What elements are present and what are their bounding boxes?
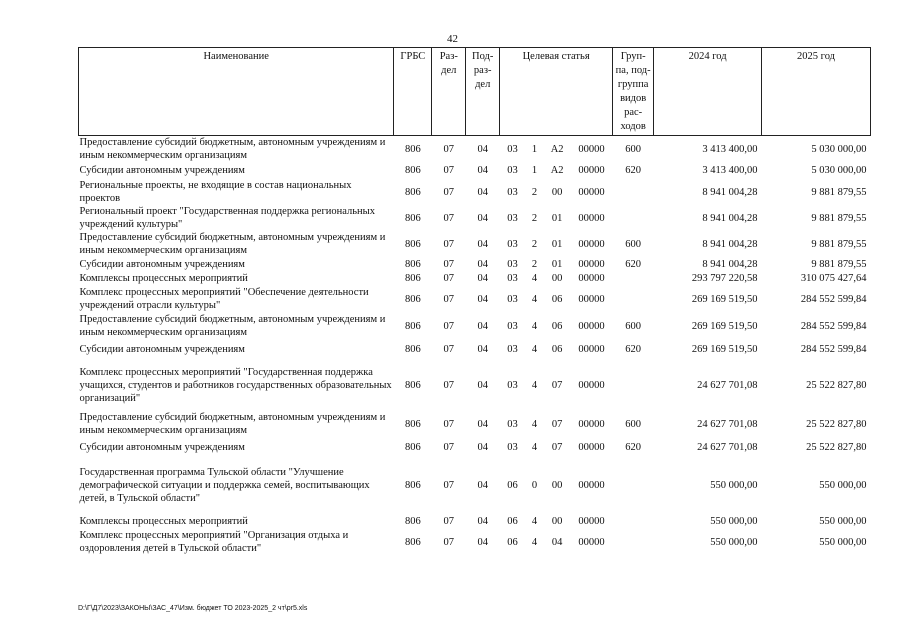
row-name: Предоставление субсидий бюджетным, автономным учреждениям и иным некоммерческим организациям (79, 232, 386, 256)
row-target-event: 01 (551, 212, 563, 224)
row-grbs: 806 (404, 212, 421, 224)
row-target-event: 00 (551, 479, 563, 491)
row-razdel: 07 (443, 418, 455, 430)
table-row (79, 359, 871, 411)
row-razdel: 07 (443, 515, 455, 527)
row-razdel: 07 (443, 143, 455, 155)
row-target-event: 06 (551, 343, 563, 355)
row-target-direction: 00000 (578, 479, 605, 491)
row-razdel: 07 (443, 165, 455, 176)
row-razdel: 07 (443, 320, 455, 332)
row-grbs: 806 (404, 343, 421, 355)
row-target-event: 07 (551, 418, 563, 430)
row-razdel: 07 (443, 379, 455, 391)
row-target-type: 4 (531, 515, 538, 527)
row-target-event: 00 (551, 515, 563, 527)
row-amount-2025: 550 000,00 (819, 515, 867, 527)
table-row (79, 411, 871, 437)
row-podrazdel: 04 (477, 418, 488, 430)
row-grbs: 806 (404, 441, 421, 453)
row-target-type: 4 (531, 293, 538, 305)
row-target-type: 2 (531, 238, 538, 250)
row-expense-group: 620 (625, 441, 642, 453)
table-row (79, 179, 871, 205)
row-razdel: 07 (443, 536, 455, 548)
row-razdel: 07 (443, 441, 455, 453)
row-target-type: 1 (531, 143, 538, 155)
row-amount-2024: 24 627 701,08 (697, 441, 758, 453)
row-grbs: 806 (404, 479, 421, 491)
row-target-program: 03 (507, 272, 518, 284)
row-name: Субсидии автономным учреждениям (79, 165, 245, 176)
row-amount-2024: 24 627 701,08 (697, 418, 758, 430)
row-target-event: 00 (551, 186, 563, 198)
row-podrazdel: 04 (477, 258, 488, 270)
row-target-program: 03 (507, 238, 518, 250)
row-amount-2025: 25 522 827,80 (806, 441, 867, 453)
row-name: Региональные проекты, не входящие в состав национальных проектов (79, 180, 352, 204)
row-target-program: 03 (507, 165, 518, 176)
row-target-direction: 00000 (578, 379, 605, 391)
row-razdel: 07 (443, 238, 455, 250)
row-name: Предоставление субсидий бюджетным, автономным учреждениям и иным некоммерческим организациям (79, 314, 386, 338)
row-target-type: 4 (531, 379, 538, 391)
row-grbs: 806 (404, 320, 421, 332)
row-podrazdel: 04 (477, 343, 488, 355)
header-year-2025: 2025 год (762, 48, 871, 136)
row-name: Субсидии автономным учреждениям (79, 258, 245, 270)
row-target-program: 03 (507, 320, 518, 332)
row-target-program: 03 (507, 343, 518, 355)
row-target-type: 4 (531, 536, 538, 548)
row-amount-2025: 9 881 879,55 (811, 238, 867, 250)
row-amount-2024: 269 169 519,50 (691, 320, 758, 332)
row-expense-group: 620 (625, 165, 642, 176)
row-podrazdel: 04 (477, 479, 488, 491)
row-target-direction: 00000 (578, 272, 605, 284)
row-target-direction: 00000 (578, 536, 605, 548)
row-expense-group: 600 (625, 143, 642, 155)
row-expense-group: 600 (625, 320, 642, 332)
row-expense-group: 620 (625, 343, 642, 355)
row-name: Предоставление субсидий бюджетным, автономным учреждениям и иным некоммерческим организациям (79, 412, 386, 436)
row-target-type: 2 (531, 258, 538, 270)
row-target-event: 04 (551, 536, 563, 548)
row-target-event: 07 (551, 441, 563, 453)
table-row (79, 231, 871, 257)
row-target-program: 06 (507, 515, 518, 527)
row-amount-2025: 9 881 879,55 (811, 212, 867, 224)
table-row (79, 271, 871, 285)
row-name: Комплексы процессных мероприятий (79, 515, 248, 527)
row-amount-2024: 8 941 004,28 (702, 258, 758, 270)
row-amount-2025: 284 552 599,84 (800, 320, 867, 332)
row-name: Комплекс процессных мероприятий "Государственная поддержка учащихся, студентов и работников государственных образовательных организаций" (79, 366, 392, 404)
row-target-program: 03 (507, 186, 518, 198)
row-amount-2025: 284 552 599,84 (800, 343, 867, 355)
row-amount-2024: 3 413 400,00 (702, 143, 758, 155)
row-grbs: 806 (404, 258, 421, 270)
row-amount-2024: 269 169 519,50 (691, 343, 758, 355)
row-amount-2025: 284 552 599,84 (800, 293, 867, 305)
table-row (79, 285, 871, 313)
table-row (79, 205, 871, 231)
row-target-program: 03 (507, 212, 518, 224)
row-target-type: 0 (531, 479, 538, 491)
row-target-event: А2 (550, 143, 564, 155)
row-amount-2024: 550 000,00 (710, 515, 758, 527)
row-expense-group (613, 359, 654, 411)
row-target-event: 06 (551, 293, 563, 305)
row-razdel: 07 (443, 479, 455, 491)
row-target-direction: 00000 (578, 441, 605, 453)
table-row (79, 313, 871, 339)
row-grbs: 806 (404, 536, 421, 548)
row-target-direction: 00000 (578, 212, 605, 224)
row-amount-2025: 9 881 879,55 (811, 186, 867, 198)
row-target-direction: 00000 (578, 343, 605, 355)
row-amount-2025: 550 000,00 (819, 479, 867, 491)
row-target-type: 4 (531, 272, 538, 284)
row-podrazdel: 04 (477, 186, 488, 198)
row-grbs: 806 (404, 293, 421, 305)
table-row (79, 457, 871, 513)
row-target-program: 03 (507, 258, 518, 270)
row-expense-group (613, 457, 654, 513)
row-target-type: 4 (531, 320, 538, 332)
row-name: Субсидии автономным учреждениям (79, 441, 245, 453)
row-target-direction: 00000 (578, 418, 605, 430)
row-target-program: 03 (507, 293, 518, 305)
file-path-footer: D:\Г\Д7\2023\ЗАКОНЫ\ЗАС_47\Изм. бюджет ТО 2023-2025_2 чт\pr5.xls (78, 605, 308, 612)
row-target-program: 03 (507, 143, 518, 155)
row-target-direction: 00000 (578, 320, 605, 332)
row-target-event: 01 (551, 238, 563, 250)
header-target-article: Целевая статья (500, 48, 613, 136)
row-expense-group (613, 271, 654, 285)
row-grbs: 806 (404, 186, 421, 198)
row-target-event: 07 (551, 379, 563, 391)
row-podrazdel: 04 (477, 379, 488, 391)
row-name: Государственная программа Тульской области "Улучшение демографической ситуации и поддержка семей, воспитывающих детей, в Тульской области" (79, 466, 370, 504)
row-amount-2024: 8 941 004,28 (702, 212, 758, 224)
row-podrazdel: 04 (477, 212, 488, 224)
row-amount-2024: 24 627 701,08 (697, 379, 758, 391)
budget-table (78, 47, 871, 555)
row-amount-2025: 5 030 000,00 (811, 143, 867, 155)
row-target-direction: 00000 (578, 186, 605, 198)
row-grbs: 806 (404, 165, 421, 176)
header-podrazdel: Под- раз- дел (466, 48, 500, 136)
row-amount-2024: 3 413 400,00 (702, 165, 758, 176)
header-razdel: Раз- дел (432, 48, 466, 136)
row-podrazdel: 04 (477, 441, 488, 453)
row-expense-group: 600 (625, 238, 642, 250)
row-podrazdel: 04 (477, 536, 488, 548)
row-podrazdel: 04 (477, 143, 488, 155)
row-razdel: 07 (443, 293, 455, 305)
row-amount-2025: 5 030 000,00 (811, 165, 867, 176)
header-row (79, 48, 871, 136)
row-target-program: 03 (507, 441, 518, 453)
table-row (79, 529, 871, 555)
row-target-direction: 00000 (578, 515, 605, 527)
row-target-program: 03 (507, 379, 518, 391)
row-expense-group (613, 529, 654, 555)
row-amount-2024: 8 941 004,28 (702, 238, 758, 250)
row-expense-group (613, 285, 654, 313)
row-podrazdel: 04 (477, 238, 488, 250)
table-row (79, 339, 871, 359)
row-podrazdel: 04 (477, 293, 488, 305)
header-grbs: ГРБС (394, 48, 432, 136)
row-razdel: 07 (443, 258, 455, 270)
table-row (79, 257, 871, 271)
row-razdel: 07 (443, 212, 455, 224)
row-target-type: 4 (531, 343, 538, 355)
row-target-direction: 00000 (578, 293, 605, 305)
row-amount-2024: 550 000,00 (710, 479, 758, 491)
row-expense-group (613, 205, 654, 231)
table-row (79, 162, 871, 179)
row-name: Комплекс процессных мероприятий "Организация отдыха и оздоровления детей в Тульской области" (79, 530, 349, 554)
row-grbs: 806 (404, 143, 421, 155)
row-target-direction: 00000 (578, 143, 605, 155)
row-target-type: 2 (531, 212, 538, 224)
row-name: Региональный проект "Государственная поддержка региональных учреждений культуры" (79, 206, 375, 230)
row-target-event: А2 (550, 165, 564, 176)
header-year-2024: 2024 год (654, 48, 762, 136)
row-amount-2025: 25 522 827,80 (806, 418, 867, 430)
row-name: Предоставление субсидий бюджетным, автономным учреждениям и иным некоммерческим организациям (79, 137, 386, 161)
row-amount-2025: 25 522 827,80 (806, 379, 867, 391)
header-name: Наименование (79, 48, 394, 136)
row-expense-group (613, 513, 654, 529)
table-row (79, 136, 871, 163)
row-name: Субсидии автономным учреждениям (79, 343, 245, 355)
row-target-direction: 00000 (578, 165, 605, 176)
row-grbs: 806 (404, 238, 421, 250)
row-grbs: 806 (404, 272, 421, 284)
row-target-program: 03 (507, 418, 518, 430)
row-grbs: 806 (404, 515, 421, 527)
row-target-type: 4 (531, 441, 538, 453)
row-podrazdel: 04 (477, 165, 488, 176)
row-podrazdel: 04 (477, 515, 488, 527)
row-amount-2025: 550 000,00 (819, 536, 867, 548)
table-row (79, 513, 871, 529)
row-amount-2024: 550 000,00 (710, 536, 758, 548)
row-expense-group: 620 (625, 258, 642, 270)
row-target-event: 00 (551, 272, 563, 284)
row-target-type: 1 (531, 165, 538, 176)
row-name: Комплекс процессных мероприятий "Обеспечение деятельности учреждений отрасли культуры" (79, 287, 369, 311)
row-razdel: 07 (443, 343, 455, 355)
row-target-event: 06 (551, 320, 563, 332)
row-podrazdel: 04 (477, 272, 488, 284)
row-razdel: 07 (443, 186, 455, 198)
row-target-type: 4 (531, 418, 538, 430)
row-target-program: 06 (507, 536, 518, 548)
table-body (79, 136, 871, 556)
row-amount-2024: 8 941 004,28 (702, 186, 758, 198)
row-expense-group (613, 179, 654, 205)
row-target-type: 2 (531, 186, 538, 198)
page-number: 42 (447, 33, 458, 45)
row-target-program: 06 (507, 479, 518, 491)
row-razdel: 07 (443, 272, 455, 284)
row-name: Комплексы процессных мероприятий (79, 272, 248, 284)
row-amount-2025: 310 075 427,64 (800, 272, 867, 284)
row-target-direction: 00000 (578, 238, 605, 250)
header-expense-group: Груп- па, под- группа видов рас- ходов (613, 48, 654, 136)
row-amount-2024: 269 169 519,50 (691, 293, 758, 305)
row-grbs: 806 (404, 379, 421, 391)
row-grbs: 806 (404, 418, 421, 430)
row-amount-2025: 9 881 879,55 (811, 258, 867, 270)
row-podrazdel: 04 (477, 320, 488, 332)
row-amount-2024: 293 797 220,58 (691, 272, 758, 284)
row-target-event: 01 (551, 258, 563, 270)
row-target-direction: 00000 (578, 258, 605, 270)
row-expense-group: 600 (625, 418, 642, 430)
table-row (79, 437, 871, 457)
